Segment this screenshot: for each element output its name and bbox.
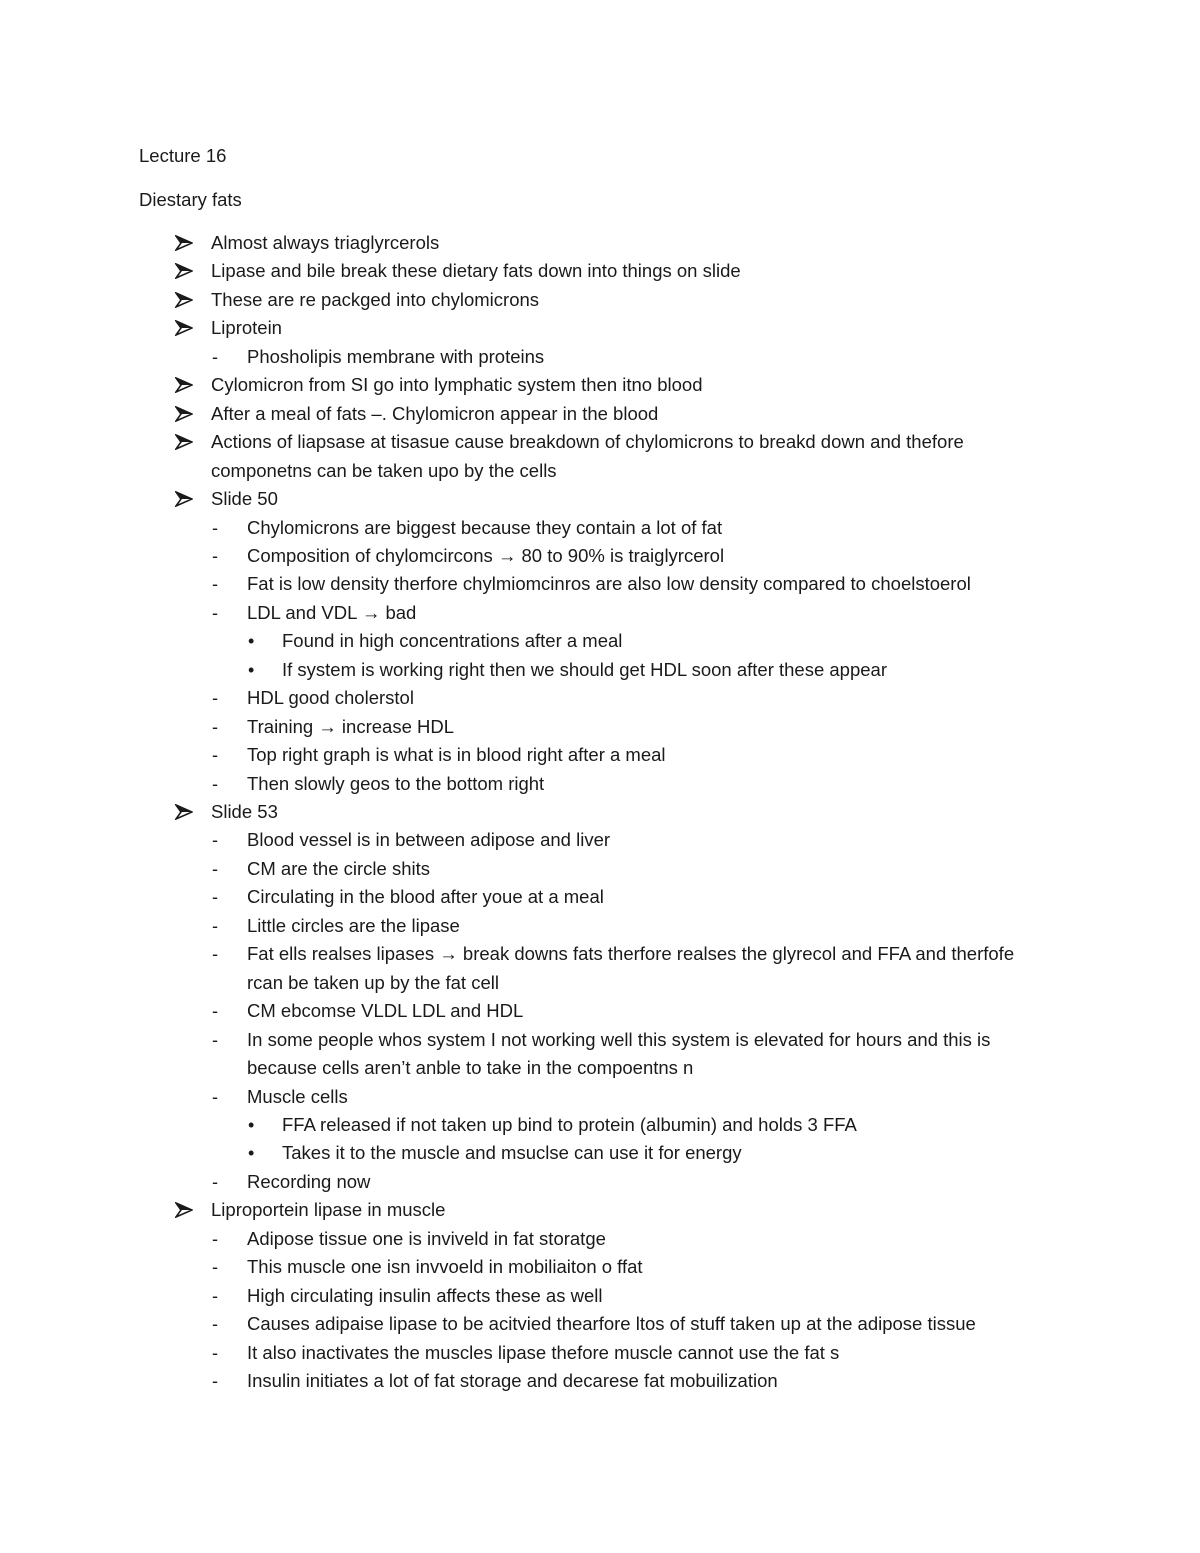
arrow-bullet-icon [175, 1202, 193, 1218]
note-line: Found in high concentrations after a meal [282, 630, 623, 651]
arrow-bullet-icon [175, 263, 193, 279]
note-line: This muscle one isn invvoeld in mobiliaiton o ffat [247, 1256, 643, 1277]
document-title: Lecture 16 [139, 145, 227, 166]
dash-bullet: - [212, 774, 218, 794]
note-line: Chylomicrons are biggest because they contain a lot of fat [247, 517, 723, 538]
dash-bullet: - [212, 574, 218, 594]
note-line: Then slowly geos to the bottom right [247, 773, 545, 794]
note-line: Circulating in the blood after youe at a meal [247, 886, 604, 907]
dash-bullet: - [212, 347, 218, 367]
arrow-bullet-icon [175, 320, 193, 336]
note-line: Fat ells realses lipases → break downs fats therfore realses the glyrecol and FFA and therfofe [247, 943, 1015, 964]
dash-bullet: - [212, 1343, 218, 1363]
note-line: After a meal of fats –. Chylomicron appear in the blood [211, 403, 659, 424]
dash-bullet: - [212, 546, 218, 566]
note-line: Training → increase HDL [247, 716, 455, 737]
note-line: Phosholipis membrane with proteins [247, 346, 545, 367]
dot-bullet: • [248, 1115, 255, 1135]
note-line: Blood vessel is in between adipose and liver [247, 829, 611, 850]
dash-bullet: - [212, 1257, 218, 1277]
dash-bullet: - [212, 859, 218, 879]
dash-bullet: - [212, 1030, 218, 1050]
dot-bullet: • [248, 631, 255, 651]
dash-bullet: - [212, 887, 218, 907]
note-line: It also inactivates the muscles lipase thefore muscle cannot use the fat s [247, 1342, 840, 1363]
note-line: Fat is low density therfore chylmiomcinros are also low density compared to choelstoerol [247, 573, 971, 594]
arrow-bullet-icon [175, 491, 193, 507]
dash-bullet: - [212, 1001, 218, 1021]
note-line: Almost always triaglyrcerols [211, 232, 440, 253]
dash-bullet: - [212, 1172, 218, 1192]
note-line: Causes adipaise lipase to be acitvied thearfore ltos of stuff taken up at the adipose tissue [247, 1313, 976, 1334]
note-line: High circulating insulin affects these as well [247, 1285, 603, 1306]
dash-bullet: - [212, 603, 218, 623]
note-line: FFA released if not taken up bind to protein (albumin) and holds 3 FFA [282, 1114, 857, 1135]
arrow-bullet-icon [175, 406, 193, 422]
note-line: Composition of chylomcircons → 80 to 90% is traiglyrcerol [247, 545, 725, 566]
note-line: Cylomicron from SI go into lymphatic system then itno blood [211, 374, 703, 395]
note-line: Little circles are the lipase [247, 915, 460, 936]
dash-bullet: - [212, 518, 218, 538]
note-line: Actions of liapsase at tisasue cause breakdown of chylomicrons to breakd down and thefore [211, 431, 964, 452]
note-line: because cells aren’t anble to take in the compoentns n [247, 1057, 694, 1078]
dash-bullet: - [212, 717, 218, 737]
dash-bullet: - [212, 1087, 218, 1107]
note-line: LDL and VDL → bad [247, 602, 417, 623]
arrow-bullet-icon [175, 292, 193, 308]
note-line: CM are the circle shits [247, 858, 430, 879]
arrow-bullet-icon [175, 235, 193, 251]
note-line: Insulin initiates a lot of fat storage and decarese fat mobuilization [247, 1370, 778, 1391]
note-line: Slide 50 [211, 488, 278, 509]
note-line: componetns can be taken upo by the cells [211, 460, 557, 481]
note-line: Lipase and bile break these dietary fats down into things on slide [211, 260, 741, 281]
dash-bullet: - [212, 1314, 218, 1334]
dot-bullet: • [248, 660, 255, 680]
note-line: Slide 53 [211, 801, 278, 822]
note-line: In some people whos system I not working well this system is elevated for hours and this is [247, 1029, 991, 1050]
arrow-bullet-icon [175, 804, 193, 820]
note-line: CM ebcomse VLDL LDL and HDL [247, 1000, 524, 1021]
note-line: Takes it to the muscle and msuclse can use it for energy [282, 1142, 742, 1163]
note-line: Muscle cells [247, 1086, 348, 1107]
note-line: Top right graph is what is in blood right after a meal [247, 744, 666, 765]
arrow-bullet-icon [175, 377, 193, 393]
dash-bullet: - [212, 916, 218, 936]
note-line: rcan be taken up by the fat cell [247, 972, 499, 993]
dash-bullet: - [212, 944, 218, 964]
dash-bullet: - [212, 830, 218, 850]
arrow-bullet-icon [175, 434, 193, 450]
note-line: These are re packged into chylomicrons [211, 289, 540, 310]
note-line: Recording now [247, 1171, 371, 1192]
dash-bullet: - [212, 1229, 218, 1249]
dash-bullet: - [212, 1371, 218, 1391]
note-line: Liproportein lipase in muscle [211, 1199, 446, 1220]
section-heading: Diestary fats [139, 189, 242, 210]
note-line: Adipose tissue one is inviveld in fat storatge [247, 1228, 606, 1249]
dash-bullet: - [212, 688, 218, 708]
note-line: Liprotein [211, 317, 282, 338]
dash-bullet: - [212, 745, 218, 765]
note-line: HDL good cholerstol [247, 687, 414, 708]
dash-bullet: - [212, 1286, 218, 1306]
note-line: If system is working right then we should get HDL soon after these appear [282, 659, 887, 680]
dot-bullet: • [248, 1143, 255, 1163]
